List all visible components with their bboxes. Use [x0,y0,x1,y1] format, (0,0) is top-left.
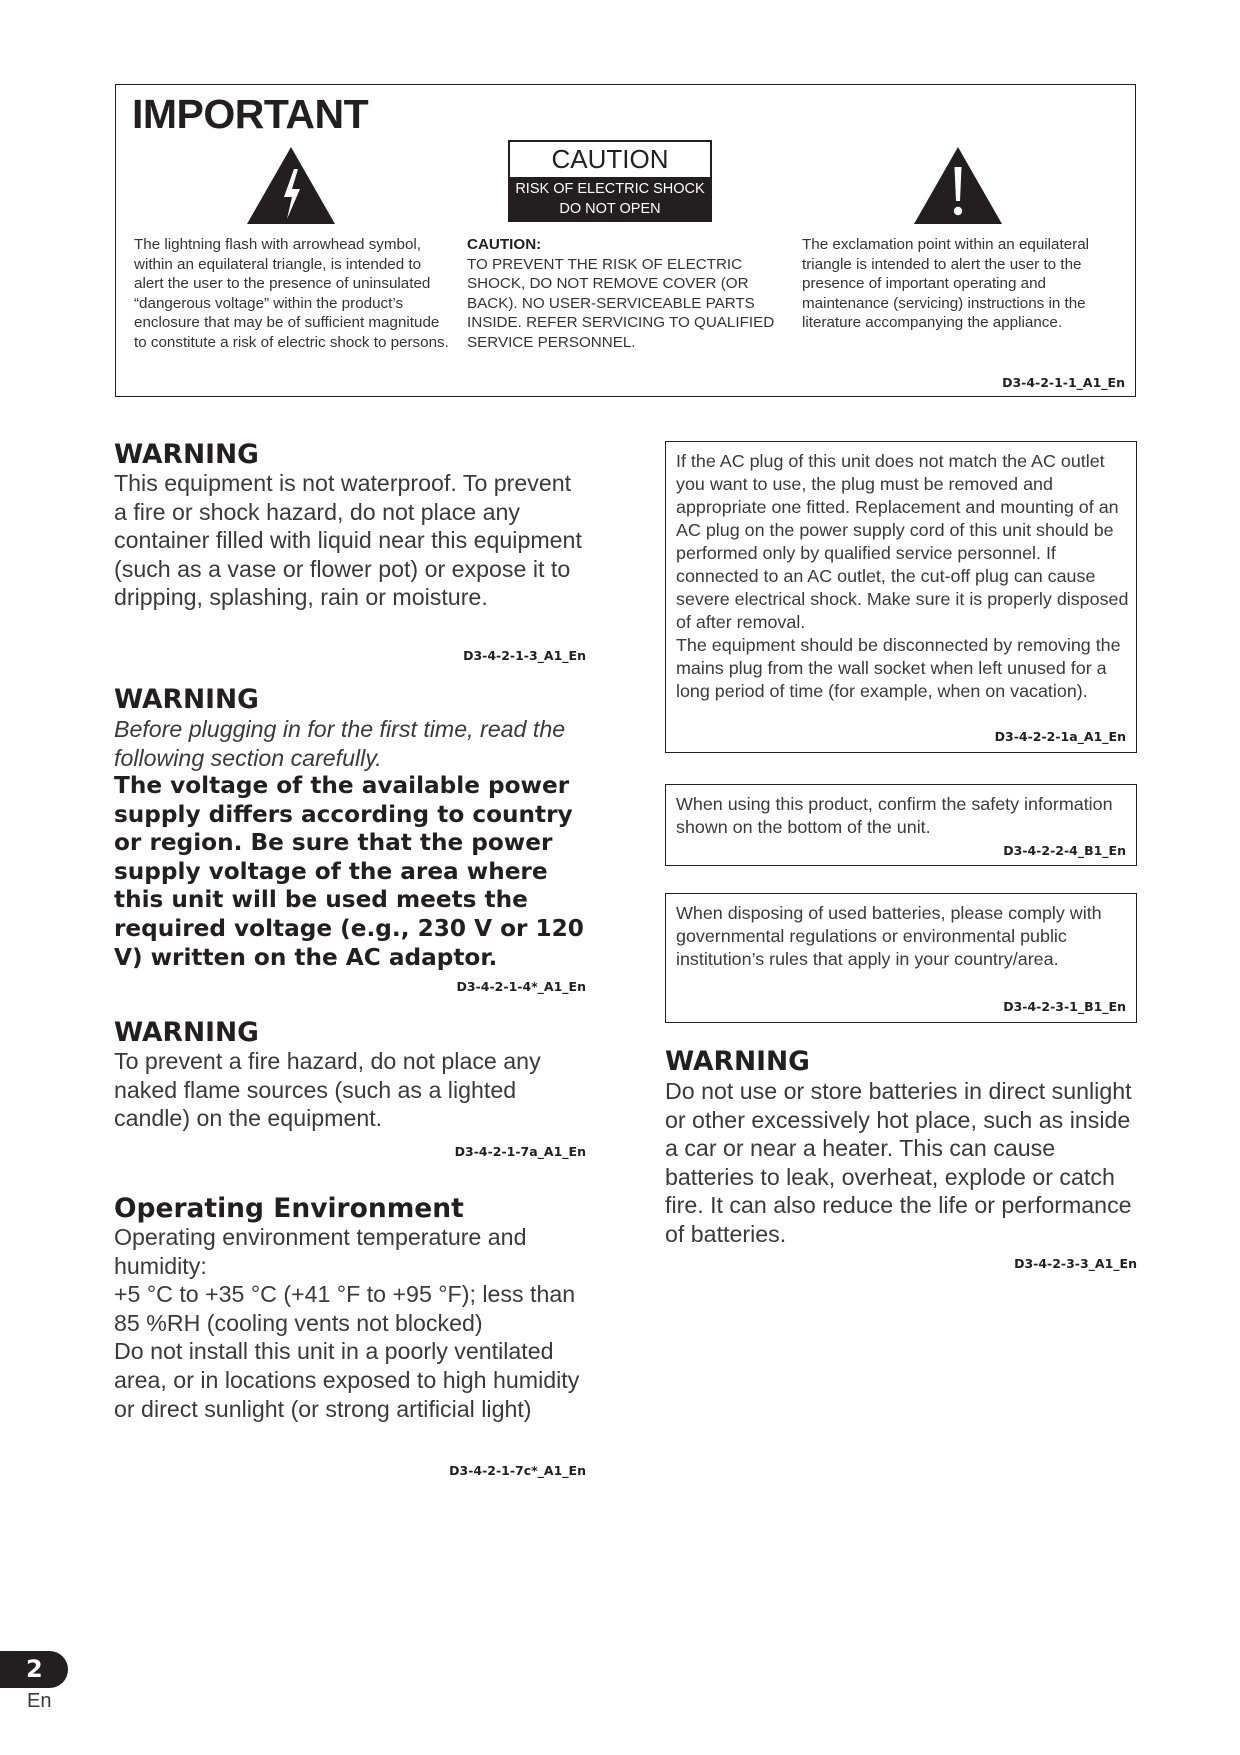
page-language: En [27,1690,52,1712]
operating-line2: +5 °C to +35 °C (+41 °F to +95 °F); less than 85 %RH (cooling vents not blocked) [114,1281,576,1336]
safety-info-text: When using this product, confirm the safety information shown on the bottom of the unit. [676,794,1113,837]
warning3-text: To prevent a fire hazard, do not place any naked flame sources (such as a lighted candle) on the equipment. [114,1048,541,1132]
warning4-text: Do not use or store batteries in direct sunlight or other excessively hot place, such as inside a car or near a heater. This can cause batteries to leak, overheat, explode or catch fire. It can also reduce the life or performance of batteries. [665,1078,1132,1247]
ac-plug-text [676,450,1131,703]
caution-badge-title: CAUTION [551,144,669,174]
lightning-warning-icon [247,147,335,224]
ac-plug-text-1: If the AC plug of this unit does not match the AC outlet you want to use, the plug must be removed and appropriate one fitted. Replacement and mounting of an AC plug on the power supply cord of this unit should be performed only by qualified service personnel. If connected to an AC outlet, the cut-off plug can cause severe electrical shock. Make sure it is properly disposed of after removal. [676,451,1129,632]
page-number: 2 [0,1651,68,1688]
important-code: D3-4-2-1-1_A1_En [1002,375,1125,390]
safety-info-code: D3-4-2-2-4_B1_En [1003,843,1126,858]
battery-disposal-text: When disposing of used batteries, please comply with governmental regulations or environmental public institution’s rules that apply in your country/area. [676,903,1102,969]
safety-info-box [665,784,1137,866]
exclamation-warning-icon [914,147,1002,224]
important-title: IMPORTANT [132,91,369,137]
caution-description-text: TO PREVENT THE RISK OF ELECTRIC SHOCK, DO NOT REMOVE COVER (OR BACK). NO USER-SERVICEABLE PARTS INSIDE. REFER SERVICING TO QUALIFIED SERVICE PERSONNEL. [467,255,775,351]
warning3-code: D3-4-2-1-7a_A1_En [454,1144,586,1159]
warning4-heading: WARNING [665,1046,810,1077]
caution-description-label: CAUTION: [467,236,542,253]
warning4-code: D3-4-2-3-3_A1_En [1014,1256,1137,1271]
warning2-italic-text: Before plugging in for the first time, read the following section carefully. [114,716,566,771]
operating-line3: Do not install this unit in a poorly ventilated area, or in locations exposed to high humidity or direct sunlight (or strong artificial light) [114,1338,580,1422]
operating-heading: Operating Environment [114,1193,464,1224]
ac-plug-code: D3-4-2-2-1a_A1_En [994,729,1126,744]
caution-badge-subtext [510,177,710,220]
caution-badge-line1: RISK OF ELECTRIC SHOCK [515,181,705,197]
warning1-heading: WARNING [114,439,259,470]
operating-code: D3-4-2-1-7c*_A1_En [449,1463,586,1478]
warning2-heading: WARNING [114,684,259,715]
warning2-code: D3-4-2-1-4*_A1_En [456,979,586,994]
ac-plug-box [665,441,1137,753]
battery-disposal-box [665,893,1137,1023]
lightning-description: The lightning flash with arrowhead symbol, within an equilateral triangle, is intended to alert the user to the presence of uninsulated “dangerous voltage” within the product’s enclosure that may be of sufficient magnitude to constitute a risk of electric shock to persons. [134,236,449,351]
ac-plug-text-2: The equipment should be disconnected by removing the mains plug from the wall socket when left unused for a long period of time (for example, when on vacation). [676,635,1121,701]
warning3-heading: WARNING [114,1017,259,1048]
caution-description [467,235,787,352]
caution-badge [508,140,712,222]
operating-line1: Operating environment temperature and humidity: [114,1224,527,1279]
operating-text [114,1223,588,1423]
warning1-text: This equipment is not waterproof. To prevent a fire or shock hazard, do not place any container filled with liquid near this equipment (such as a vase or flower pot) or expose it to dripping, splashing, rain or moisture. [114,470,582,611]
caution-badge-line2: DO NOT OPEN [559,201,661,217]
warning1-code: D3-4-2-1-3_A1_En [463,648,586,663]
warning2-bold-text: The voltage of the available power supply differs according to country or region. Be sure that the power supply voltage of the area where this unit will be used meets the required voltage (e.g., 230 V or 120 V) written on the AC adaptor. [114,772,584,971]
exclamation-description: The exclamation point within an equilateral triangle is intended to alert the user to the presence of important operating and maintenance (servicing) instructions in the literature accompanying the appliance. [802,236,1090,331]
battery-disposal-code: D3-4-2-3-1_B1_En [1003,999,1126,1014]
